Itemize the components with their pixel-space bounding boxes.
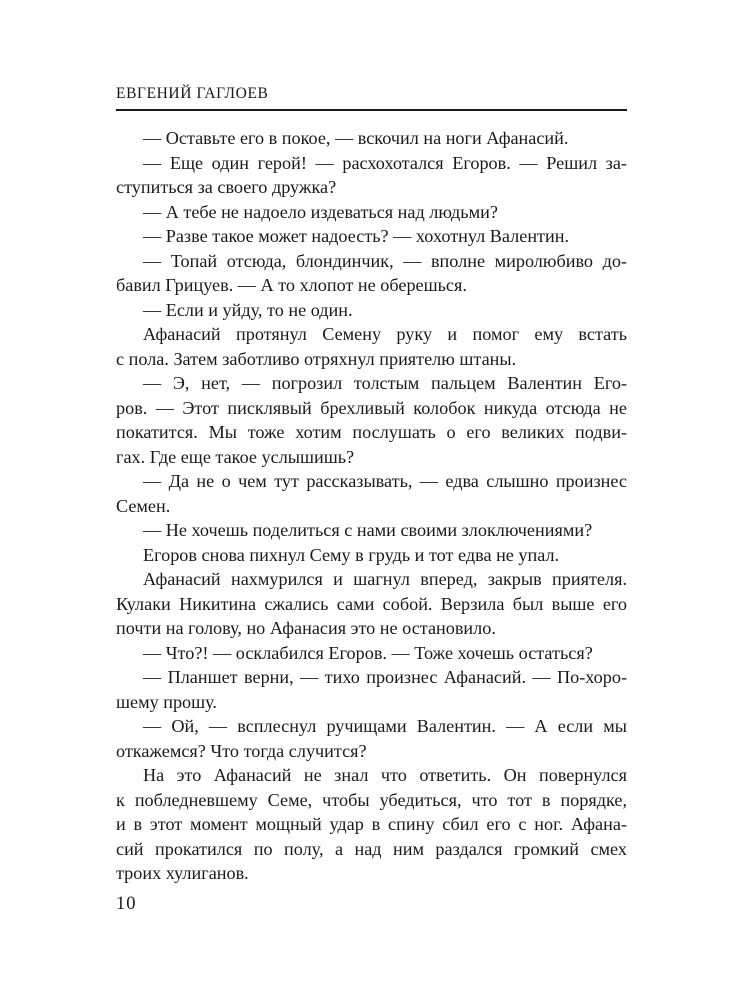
text-line: шему прошу. (116, 691, 217, 712)
paragraph (116, 371, 627, 469)
paragraph (116, 543, 627, 568)
text-line: сий прокатился по полу, а над ним раздался громкий смех (116, 838, 627, 859)
text-line: Семен. (116, 495, 171, 516)
page-number: 10 (116, 894, 137, 914)
text-line: к побледневшему Семе, чтобы убедиться, что тот в порядке, (116, 789, 627, 810)
text-line: Афанасий протянул Семену руку и помог ему встать (143, 324, 627, 344)
text-line: с пола. Затем заботливо отряхнул приятелю штаны. (116, 348, 517, 369)
text-line: — Э, нет, — погрозил толстым пальцем Валентин Его- (143, 373, 627, 393)
text-line: — Да не о чем тут рассказывать, — едва слышно произнес (143, 471, 627, 491)
header-rule (116, 109, 627, 111)
text-line: — Разве такое может надоесть? — хохотнул Валентин. (143, 226, 570, 246)
body-text (116, 126, 627, 886)
text-line: Егоров снова пихнул Сему в грудь и тот едва не упал. (143, 544, 560, 565)
text-line: — Что?! — осклабился Егоров. — Тоже хочешь остаться? (143, 642, 593, 663)
text-line: покатится. Мы тоже хотим послушать о его великих подви- (116, 422, 627, 442)
text-line: — А тебе не надоело издеваться над людьми? (143, 201, 498, 222)
text-line: — Оставьте его в покое, — вскочил на ноги Афанасий. (143, 128, 569, 148)
paragraph (116, 151, 627, 200)
paragraph (116, 200, 627, 225)
paragraph (116, 714, 627, 763)
text-line: Афанасий нахмурился и шагнул вперед, закрыв приятеля. (143, 569, 627, 589)
paragraph (116, 126, 627, 151)
text-line: откажемся? Что тогда случится? (116, 740, 367, 761)
text-line: На это Афанасий не знал что ответить. Он повернулся (143, 765, 627, 785)
paragraph (116, 567, 627, 641)
text-line: троих хулиганов. (116, 863, 249, 883)
text-line: Кулаки Никитина сжались сами собой. Верзила был выше его (116, 593, 627, 614)
text-line: — Если и уйду, то не один. (143, 299, 353, 320)
paragraph (116, 322, 627, 371)
paragraph (116, 641, 627, 666)
running-head: ЕВГЕНИЙ ГАГЛОЕВ (116, 85, 269, 102)
text-line: бавил Грицуев. — А то хлопот не оберешься. (116, 275, 467, 295)
paragraph (116, 763, 627, 886)
text-line: — Ой, — всплеснул ручищами Валентин. — А если мы (143, 716, 627, 736)
paragraph (116, 469, 627, 518)
text-line: почти на голову, но Афанасия это не остановило. (116, 618, 496, 638)
text-line: — Еще один герой! — расхохотался Егоров. — Решил за- (143, 152, 627, 173)
paragraph (116, 249, 627, 298)
text-line: гах. Где еще такое услышишь? (116, 446, 355, 467)
paragraph (116, 665, 627, 714)
text-line: ров. — Этот писклявый брехливый колобок никуда отсюда не (116, 397, 627, 418)
paragraph (116, 518, 627, 543)
text-line: — Не хочешь поделиться с нами своими злоключениями? (143, 520, 593, 540)
text-line: и в этот момент мощный удар в спину сбил его с ног. Афана- (116, 814, 627, 834)
paragraph (116, 224, 627, 249)
text-line: ступиться за своего дружка? (116, 177, 337, 197)
text-line: — Топай отсюда, блондинчик, — вполне миролюбиво до- (143, 250, 627, 271)
paragraph (116, 298, 627, 323)
text-line: — Планшет верни, — тихо произнес Афанасий. — По-хоро- (143, 667, 627, 687)
